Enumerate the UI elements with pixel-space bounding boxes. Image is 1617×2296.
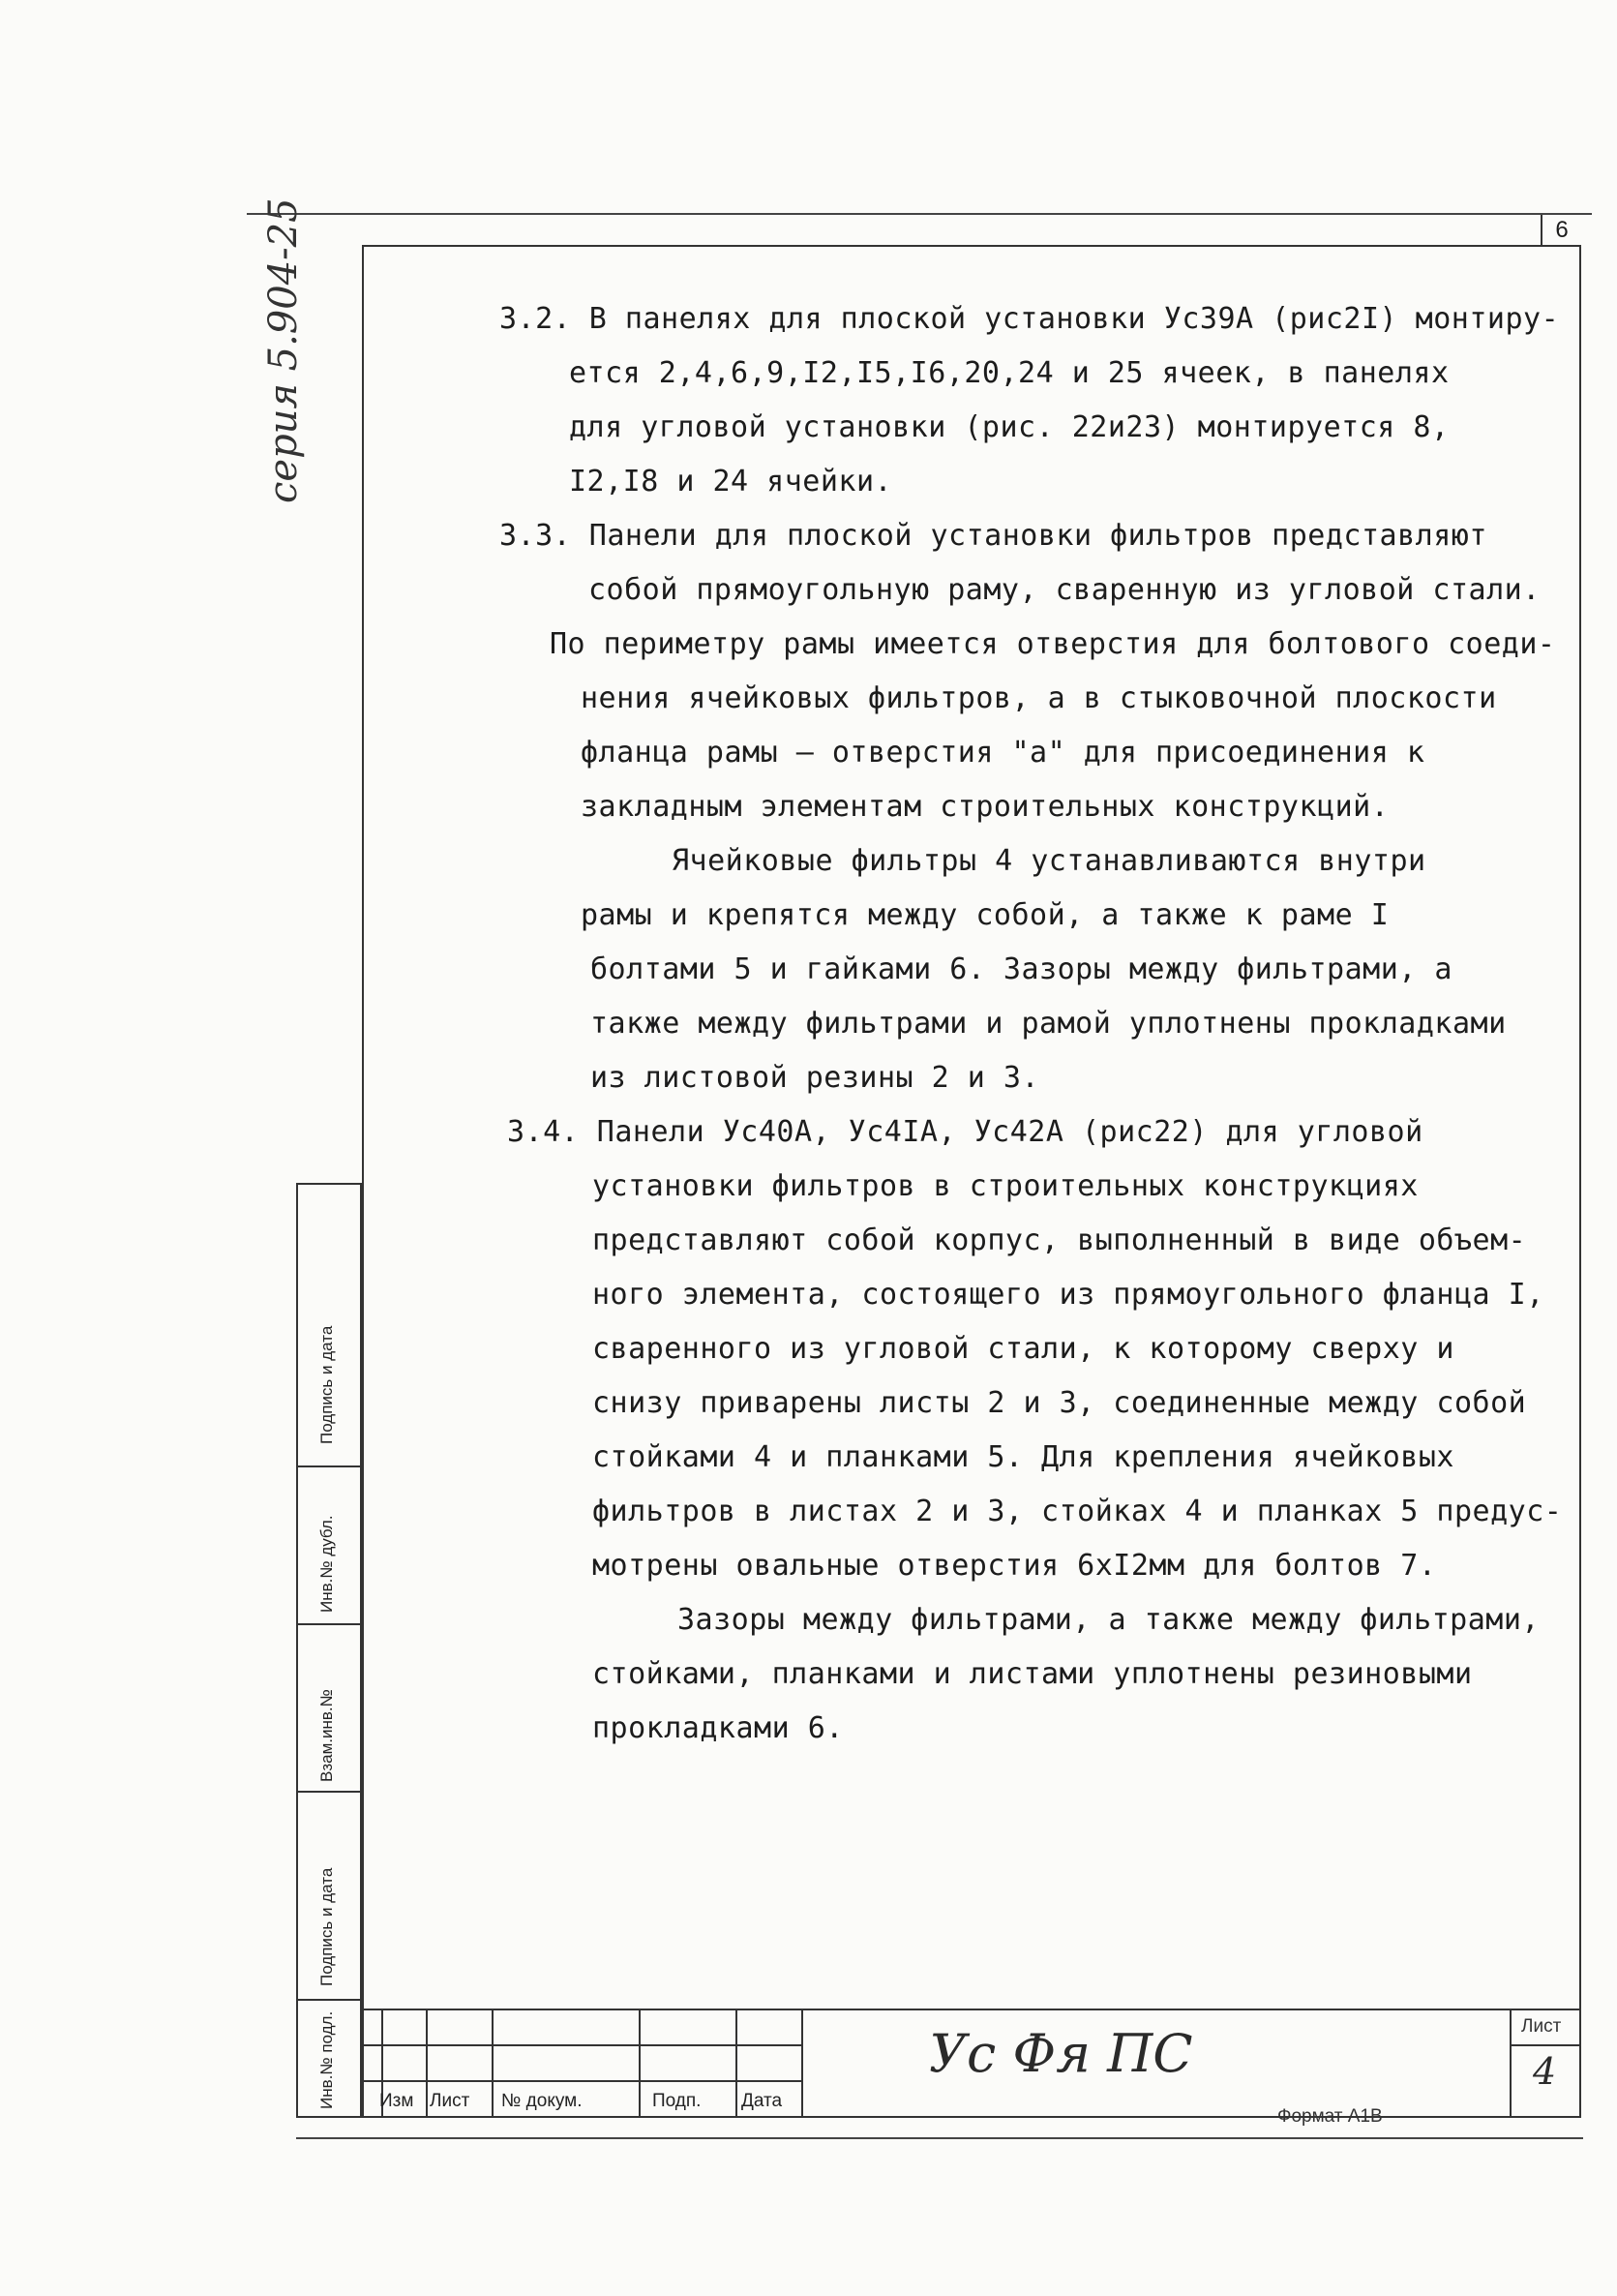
top-border-line <box>247 213 1592 215</box>
text-line: стойками, планками и листами уплотнены резиновыми <box>592 1657 1473 1691</box>
grid-line <box>362 2044 801 2046</box>
text-line: прокладками 6. <box>592 1711 844 1745</box>
grid-line <box>1510 2009 1512 2118</box>
strip-cell-signature-date <box>298 1793 360 2001</box>
text-line: собой прямоугольную раму, сваренную из угловой стали. <box>588 573 1541 607</box>
strip-label: Подпись и дата <box>317 1867 336 1986</box>
text-line: 3.3. Панели для плоской установки фильтров представляют <box>499 519 1487 553</box>
grid-line <box>735 2009 737 2118</box>
text-line: I2,I8 и 24 ячейки. <box>569 465 893 498</box>
outer-bottom-line <box>296 2137 1583 2139</box>
text-line: рамы и крепятся между собой, а также к раме I <box>581 898 1390 932</box>
header-date: Дата <box>741 2091 783 2111</box>
header-change: Изм <box>379 2091 414 2111</box>
text-line: болтами 5 и гайками 6. Зазоры между фильтрами, а <box>590 952 1452 986</box>
text-line: снизу приварены листы 2 и 3, соединенные между собой <box>592 1386 1527 1420</box>
document-designation: Ус Фя ПС <box>929 2023 1193 2084</box>
text-line: Ячейковые фильтры 4 устанавливаются внутри <box>672 844 1426 878</box>
format-label: Формат А1В <box>1277 2106 1383 2127</box>
text-line: закладным элементам строительных конструкций. <box>581 790 1390 824</box>
strip-cell-original-inventory <box>298 2001 360 2116</box>
text-line: По периметру рамы имеется отверстия для болтового соеди- <box>550 627 1556 661</box>
strip-label: Инв.№ подл. <box>317 2010 336 2109</box>
grid-line <box>639 2009 641 2118</box>
grid-line <box>426 2009 428 2118</box>
text-line: стойками 4 и планками 5. Для крепления ячейковых <box>592 1440 1454 1474</box>
stamp-strip <box>296 1183 362 2118</box>
strip-label: Инв.№ дубл. <box>317 1515 336 1613</box>
strip-label: Подпись и дата <box>317 1325 336 1444</box>
sheet-number: 4 <box>1533 2050 1557 2093</box>
sheet-label: Лист <box>1521 2016 1562 2037</box>
strip-label: Взам.инв.№ <box>317 1689 336 1782</box>
page-number: 6 <box>1541 215 1581 245</box>
text-line: Зазоры между фильтрами, а также между фильтрами, <box>677 1603 1540 1637</box>
text-line: сваренного из угловой стали, к которому сверху и <box>592 1332 1454 1366</box>
text-line: мотрены овальные отверстия 6хI2мм для болтов 7. <box>592 1549 1437 1583</box>
text-line: также между фильтрами и рамой уплотнены прокладками <box>590 1007 1507 1041</box>
grid-line <box>1510 2044 1581 2046</box>
grid-line <box>801 2009 803 2118</box>
strip-cell-replace-inventory <box>298 1625 360 1793</box>
grid-line <box>362 2080 801 2082</box>
text-line: представляют собой корпус, выполненный в виде объем- <box>592 1224 1527 1257</box>
text-line: из листовой резины 2 и 3. <box>590 1061 1040 1095</box>
text-line: 3.4. Панели Ус40А, Ус4IА, Ус42А (рис22) для угловой <box>507 1115 1423 1149</box>
text-line: ется 2,4,6,9,I2,I5,I6,20,24 и 25 ячеек, в панелях <box>569 356 1450 390</box>
text-line: нения ячейковых фильтров, а в стыковочной плоскости <box>581 681 1497 715</box>
text-line: 3.2. В панелях для плоской установки Ус39А (рис2I) монтиру- <box>499 302 1560 336</box>
series-label: серия 5.904-25 <box>261 197 306 503</box>
strip-cell-dup-inventory <box>298 1467 360 1625</box>
text-line: для угловой установки (рис. 22и23) монтируется 8, <box>569 410 1450 444</box>
text-line: фланца рамы – отверстия "а" для присоединения к <box>581 736 1425 770</box>
strip-cell-signature-date-top <box>298 1185 360 1467</box>
text-line: ного элемента, состоящего из прямоугольного фланца I, <box>592 1278 1544 1312</box>
grid-line <box>492 2009 494 2118</box>
header-sheet: Лист <box>430 2091 470 2111</box>
text-line: фильтров в листах 2 и 3, стойках 4 и планках 5 предус- <box>592 1495 1563 1528</box>
header-signature: Подп. <box>652 2091 702 2111</box>
text-line: установки фильтров в строительных конструкциях <box>592 1169 1419 1203</box>
header-document: № докум. <box>501 2091 583 2111</box>
